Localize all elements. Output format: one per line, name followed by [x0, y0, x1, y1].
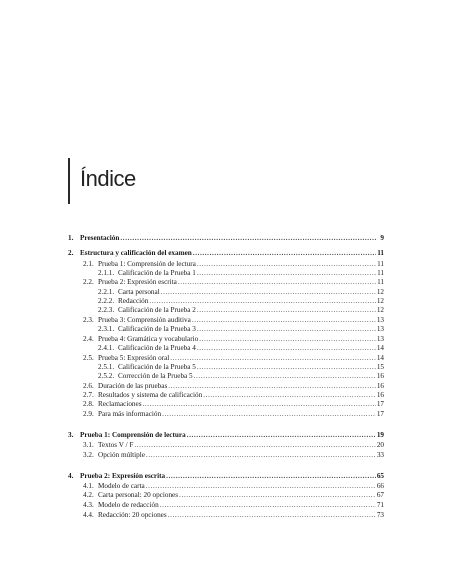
toc-entry-label: Modelo de carta [98, 482, 145, 490]
toc-entry-number: 2.3. [83, 316, 94, 324]
toc-entry-number: 2. [68, 249, 74, 257]
toc-entry-page: 13 [376, 325, 384, 333]
toc-entry-page: 17 [376, 410, 384, 418]
toc-entry[interactable] [83, 501, 384, 510]
toc-entry[interactable] [98, 363, 384, 372]
toc-entry-label: Redacción: 20 opciones [98, 511, 167, 519]
toc-entry[interactable] [68, 472, 384, 481]
toc-entry-page: 17 [376, 400, 384, 408]
toc-leader-dots [170, 354, 376, 363]
toc-leader-dots [149, 297, 375, 306]
toc-entry-label: Calificación de la Prueba 2 [118, 306, 196, 314]
toc-entry[interactable] [83, 482, 384, 491]
toc-entry-number: 2.6. [83, 382, 94, 390]
toc-entry-number: 2.2.3. [98, 306, 115, 314]
toc-entry[interactable] [83, 391, 384, 400]
toc-entry-number: 2.4.1. [98, 344, 115, 352]
toc-entry-label: Presentación [80, 234, 120, 242]
toc-leader-dots [160, 501, 376, 510]
toc-entry-number: 2.3.1. [98, 325, 115, 333]
toc-leader-dots [197, 260, 376, 269]
toc-entry[interactable] [98, 297, 384, 306]
toc-entry-number: 4.3. [83, 501, 94, 509]
toc-entry-label: Prueba 2: Expresión escrita [98, 278, 177, 286]
toc-leader-dots [166, 472, 376, 481]
toc-entry-page: 11 [377, 278, 384, 286]
toc-entry-label: Opción múltiple [98, 451, 145, 459]
toc-entry-label: Para más información [98, 410, 162, 418]
toc-entry-number: 1. [68, 234, 74, 242]
toc-entry-page: 15 [376, 363, 384, 371]
page-title: Índice [80, 166, 136, 191]
toc-entry-page: 16 [376, 372, 384, 380]
toc-leader-dots [178, 278, 376, 287]
toc-entry-number: 4.4. [83, 511, 94, 519]
toc-leader-dots [120, 234, 376, 243]
toc-leader-dots [197, 363, 376, 372]
toc-leader-dots [197, 325, 376, 334]
toc-entry-page: 16 [376, 391, 384, 399]
toc-entry-number: 2.2. [83, 278, 94, 286]
toc-entry-number: 2.9. [83, 410, 94, 418]
toc-entry[interactable] [83, 410, 384, 419]
toc-entry-label: Reclamaciones [98, 400, 142, 408]
toc-entry-number: 4. [68, 472, 74, 480]
toc-leader-dots [134, 441, 375, 450]
toc-entry-number: 2.1.1. [98, 269, 115, 277]
toc-entry-page: 11 [377, 260, 384, 268]
toc-entry-page: 19 [376, 431, 384, 439]
toc-entry[interactable] [83, 400, 384, 409]
toc-entry[interactable] [68, 249, 384, 258]
toc-entry[interactable] [98, 288, 384, 297]
toc-entry-label: Prueba 1: Comprensión de lectura [80, 431, 186, 439]
toc-entry-number: 3.1. [83, 441, 94, 449]
toc-entry[interactable] [68, 431, 384, 440]
toc-entry-page: 67 [376, 491, 384, 499]
toc-entry-label: Calificación de la Prueba 5 [118, 363, 196, 371]
toc-entry-page: 20 [376, 441, 384, 449]
toc-entry-number: 2.5.2. [98, 372, 115, 380]
toc-leader-dots [199, 335, 376, 344]
toc-entry[interactable] [83, 511, 384, 520]
toc-leader-dots [193, 249, 376, 258]
toc-entry-number: 2.5. [83, 354, 94, 362]
toc-entry-label: Carta personal [118, 288, 160, 296]
toc-entry-number: 3. [68, 431, 74, 439]
toc-leader-dots [197, 344, 376, 353]
toc-entry[interactable] [83, 316, 384, 325]
toc-leader-dots [146, 482, 376, 491]
toc-entry[interactable] [68, 234, 384, 243]
toc-entry-label: Modelo de redacción [98, 501, 159, 509]
toc-entry-label: Calificación de la Prueba 1 [118, 269, 196, 277]
toc-entry[interactable] [83, 335, 384, 344]
toc-entry-page: 71 [376, 501, 384, 509]
toc-entry-number: 2.2.2. [98, 297, 115, 305]
toc-entry-page: 66 [376, 482, 384, 490]
toc-leader-dots [168, 382, 376, 391]
toc-entry-page: 9 [380, 234, 384, 242]
toc-leader-dots [194, 372, 376, 381]
toc-entry-page: 16 [376, 382, 384, 390]
toc-entry[interactable] [83, 260, 384, 269]
toc-entry-label: Prueba 4: Gramática y vocabulario [98, 335, 199, 343]
toc-leader-dots [187, 431, 376, 440]
toc-entry-label: Prueba 3: Comprensión auditiva [98, 316, 191, 324]
toc-entry-page: 13 [376, 335, 384, 343]
toc-entry-label: Carta personal: 20 opciones [98, 491, 179, 499]
toc-entry-page: 11 [377, 249, 384, 257]
toc-entry-label: Calificación de la Prueba 3 [118, 325, 196, 333]
toc-leader-dots [203, 391, 376, 400]
toc-entry[interactable] [83, 441, 384, 450]
toc-entry-page: 12 [376, 306, 384, 314]
toc-entry-number: 2.4. [83, 335, 94, 343]
toc-entry-label: Prueba 1: Comprensión de lectura [98, 260, 196, 268]
toc-entry-label: Redacción [118, 297, 149, 305]
toc-leader-dots [192, 316, 376, 325]
toc-entry[interactable] [83, 491, 384, 500]
toc-entry-page: 11 [377, 269, 384, 277]
toc-entry-number: 2.8. [83, 400, 94, 408]
toc-entry-number: 3.2. [83, 451, 94, 459]
toc-leader-dots [197, 269, 376, 278]
toc-entry[interactable] [98, 269, 384, 278]
toc-entry[interactable] [98, 372, 384, 381]
toc-entry-number: 2.1. [83, 260, 94, 268]
toc-leader-dots [146, 451, 376, 460]
toc-entry-number: 2.7. [83, 391, 94, 399]
toc-entry-number: 4.1. [83, 482, 94, 490]
toc-entry-label: Duración de las pruebas [98, 382, 168, 390]
toc-leader-dots [168, 511, 376, 520]
toc-entry-label: Estructura y calificación del examen [80, 249, 192, 257]
toc-entry-number: 2.5.1. [98, 363, 115, 371]
toc-leader-dots [143, 400, 376, 409]
toc-entry-number: 4.2. [83, 491, 94, 499]
toc-entry-label: Resultados y sistema de calificación [98, 391, 203, 399]
toc-entry-label: Textos V / F [98, 441, 134, 449]
toc-entry-label: Corrección de la Prueba 5 [118, 372, 193, 380]
toc-entry-label: Calificación de la Prueba 4 [118, 344, 196, 352]
toc-entry-page: 14 [376, 354, 384, 362]
toc-entry-label: Prueba 5: Expresión oral [98, 354, 170, 362]
toc-entry[interactable] [98, 344, 384, 353]
title-rule [68, 158, 70, 204]
toc-entry-page: 12 [376, 297, 384, 305]
toc-entry-page: 14 [376, 344, 384, 352]
toc-entry[interactable] [98, 306, 384, 315]
toc-entry-page: 65 [376, 472, 384, 480]
toc-leader-dots [197, 306, 376, 315]
toc-entry-page: 13 [376, 316, 384, 324]
toc-entry[interactable] [83, 451, 384, 460]
toc-leader-dots [162, 410, 376, 419]
toc-entry-page: 33 [376, 451, 384, 459]
toc-leader-dots [161, 288, 376, 297]
toc-entry-page: 73 [376, 511, 384, 519]
toc-entry[interactable] [83, 278, 384, 287]
toc-entry-label: Prueba 2: Expresión escrita [80, 472, 166, 480]
toc-entry-page: 12 [376, 288, 384, 296]
toc-entry[interactable] [83, 354, 384, 363]
toc-entry-number: 2.2.1. [98, 288, 115, 296]
toc-entry[interactable] [98, 325, 384, 334]
toc-entry[interactable] [83, 382, 384, 391]
toc-leader-dots [179, 491, 376, 500]
